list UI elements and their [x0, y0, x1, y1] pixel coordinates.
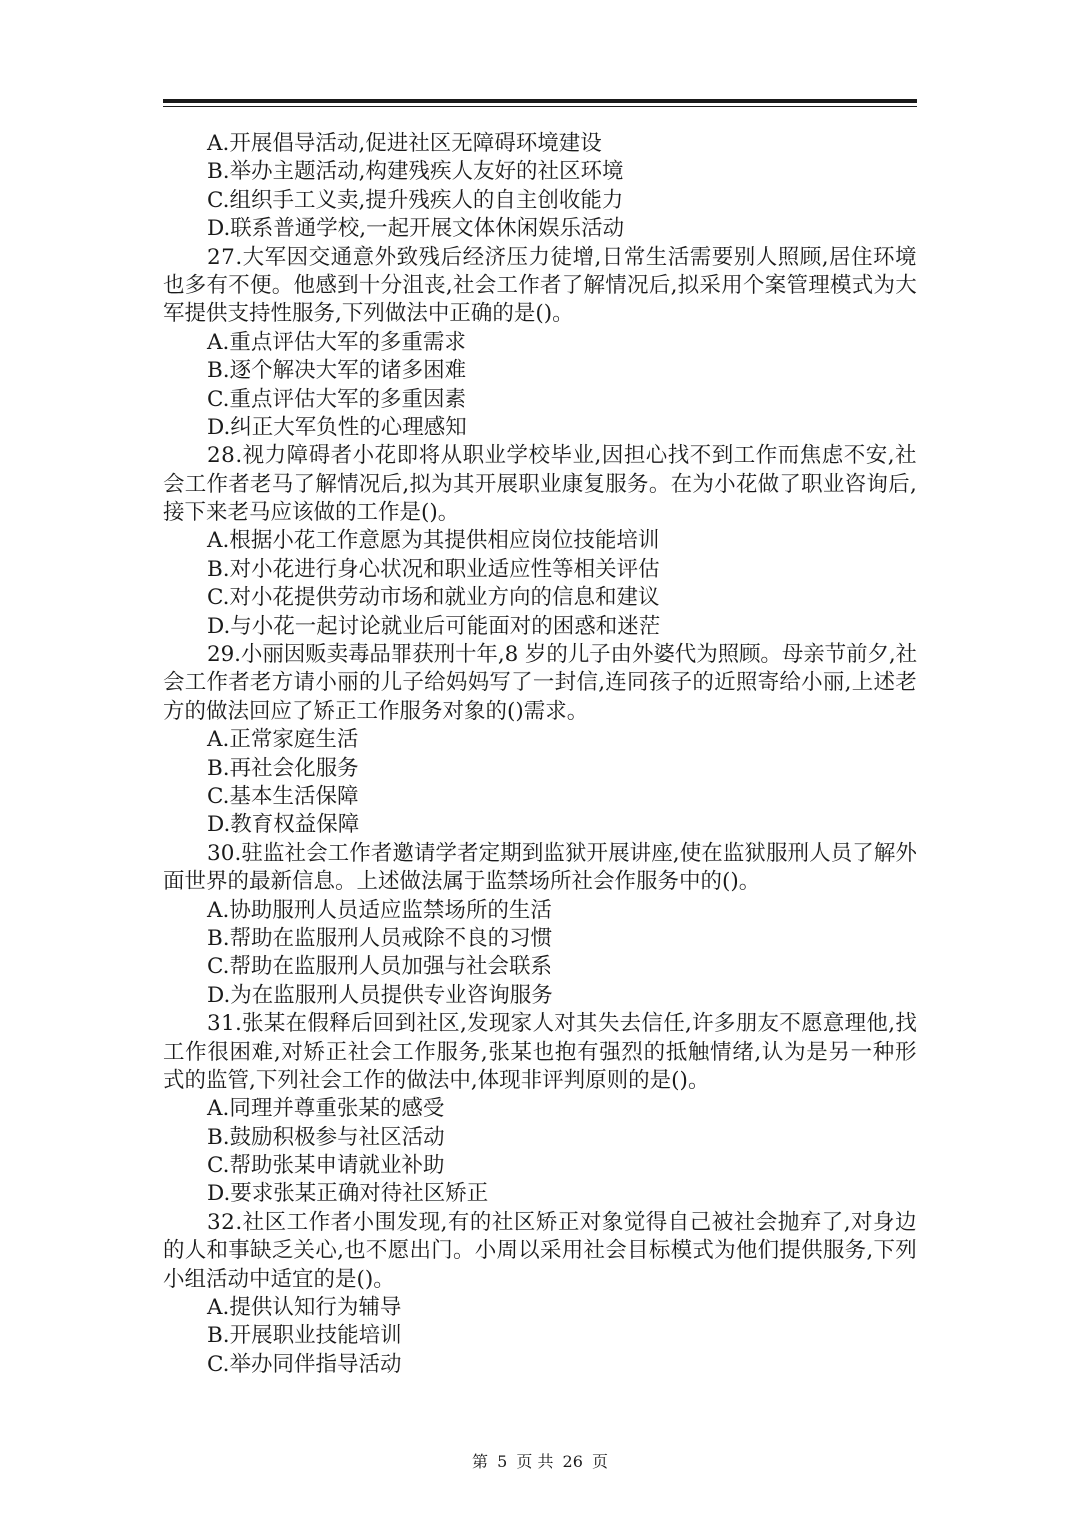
stem-line: 会工作者老马了解情况后,拟为其开展职业康复服务。在为小花做了职业咨询后, — [163, 471, 918, 497]
option-line: C.举办同伴指导活动 — [207, 1351, 402, 1377]
stem-line: 式的监管,下列社会工作的做法中,体现非评判原则的是()。 — [163, 1067, 710, 1093]
question-stem-31 — [163, 1010, 917, 1095]
question-stem-32 — [163, 1209, 917, 1294]
option-line: A.根据小花工作意愿为其提供相应岗位技能培训 — [207, 528, 660, 554]
stem-line: 军提供支持性服务,下列做法中正确的是()。 — [163, 301, 574, 327]
question-stem-27 — [163, 244, 917, 329]
footer-page-number: 5 — [497, 1452, 508, 1471]
option-line: C.对小花提供劳动市场和就业方向的信息和建议 — [207, 585, 660, 611]
stem-line: 方的做法回应了矫正工作服务对象的()需求。 — [163, 698, 589, 724]
stem-line: 29.小丽因贩卖毒品罪获刑十年,8 岁的儿子由外婆代为照顾。母亲节前夕,社 — [207, 642, 918, 668]
option-line: A.协助服刑人员适应监禁场所的生活 — [207, 897, 552, 923]
question-stem-28 — [163, 442, 917, 527]
option-line: A.同理并尊重张某的感受 — [207, 1096, 445, 1122]
page-content — [163, 130, 917, 1379]
footer-middle: 页 共 — [516, 1452, 554, 1471]
stem-line: 面世界的最新信息。上述做法属于监禁场所社会作服务中的()。 — [163, 869, 761, 895]
footer-suffix: 页 — [592, 1452, 609, 1471]
header-rule-thin — [163, 106, 917, 107]
option-line: B.鼓励积极参与社区活动 — [207, 1124, 445, 1150]
option-line: B.举办主题活动,构建残疾人友好的社区环境 — [207, 159, 624, 185]
stem-line: 30.驻监社会工作者邀请学者定期到监狱开展讲座,使在监狱服刑人员了解外 — [207, 840, 917, 866]
option-line: A.提供认知行为辅导 — [207, 1295, 402, 1321]
option-line: A.重点评估大军的多重需求 — [207, 329, 466, 355]
header-rule-thick — [163, 99, 917, 103]
stem-line: 的人和事缺乏关心,也不愿出门。小周以采用社会目标模式为他们提供服务,下列 — [163, 1238, 918, 1264]
footer-total-pages: 26 — [562, 1452, 583, 1471]
stem-line: 接下来老马应该做的工作是()。 — [163, 500, 460, 526]
stem-line: 28.视力障碍者小花即将从职业学校毕业,因担心找不到工作而焦虑不安,社 — [207, 443, 918, 469]
option-line: B.帮助在监服刑人员戒除不良的习惯 — [207, 925, 553, 951]
stem-line: 工作很困难,对矫正社会工作服务,张某也抱有强烈的抵触情绪,认为是另一种形 — [163, 1039, 918, 1065]
stem-line: 31.张某在假释后回到社区,发现家人对其失去信任,许多朋友不愿意理他,找 — [207, 1011, 918, 1037]
stem-line: 小组活动中适宜的是()。 — [163, 1266, 395, 1292]
question-stem-30 — [163, 840, 917, 897]
option-line: D.纠正大军负性的心理感知 — [207, 414, 467, 440]
option-line: A.开展倡导活动,促进社区无障碍环境建设 — [207, 131, 602, 156]
stem-line: 32.社区工作者小围发现,有的社区矫正对象觉得自己被社会抛弃了,对身边 — [207, 1209, 918, 1235]
option-line: D.要求张某正确对待社区矫正 — [207, 1181, 489, 1207]
footer-prefix: 第 — [471, 1452, 488, 1471]
option-line: C.帮助在监服刑人员加强与社会联系 — [207, 954, 553, 980]
option-line: C.组织手工义卖,提升残疾人的自主创收能力 — [207, 187, 624, 213]
option-line: B.逐个解决大军的诸多困难 — [207, 358, 467, 384]
option-line: B.开展职业技能培训 — [207, 1323, 402, 1349]
option-line: C.重点评估大军的多重因素 — [207, 386, 467, 412]
stem-line: 27.大军因交通意外致残后经济压力徒增,日常生活需要别人照顾,居住环境 — [207, 244, 918, 270]
stem-line: 也多有不便。他感到十分沮丧,社会工作者了解情况后,拟采用个案管理模式为大 — [163, 272, 918, 298]
option-line: D.与小花一起讨论就业后可能面对的困惑和迷茫 — [207, 613, 661, 639]
stem-line: 会工作者老方请小丽的儿子给妈妈写了一封信,连同孩子的近照寄给小丽,上述老 — [163, 670, 918, 696]
option-line: D.教育权益保障 — [207, 812, 360, 838]
option-line: C.帮助张某申请就业补助 — [207, 1153, 445, 1179]
page-footer — [0, 1452, 1080, 1472]
option-line: D.为在监服刑人员提供专业咨询服务 — [207, 982, 553, 1008]
question-stem-29 — [163, 641, 917, 726]
option-line: A.正常家庭生活 — [207, 727, 359, 753]
option-line: D.联系普通学校,一起开展文体休闲娱乐活动 — [207, 216, 625, 242]
option-line: B.对小花进行身心状况和职业适应性等相关评估 — [207, 556, 660, 582]
option-line: B.再社会化服务 — [207, 755, 359, 781]
option-line: C.基本生活保障 — [207, 783, 359, 809]
